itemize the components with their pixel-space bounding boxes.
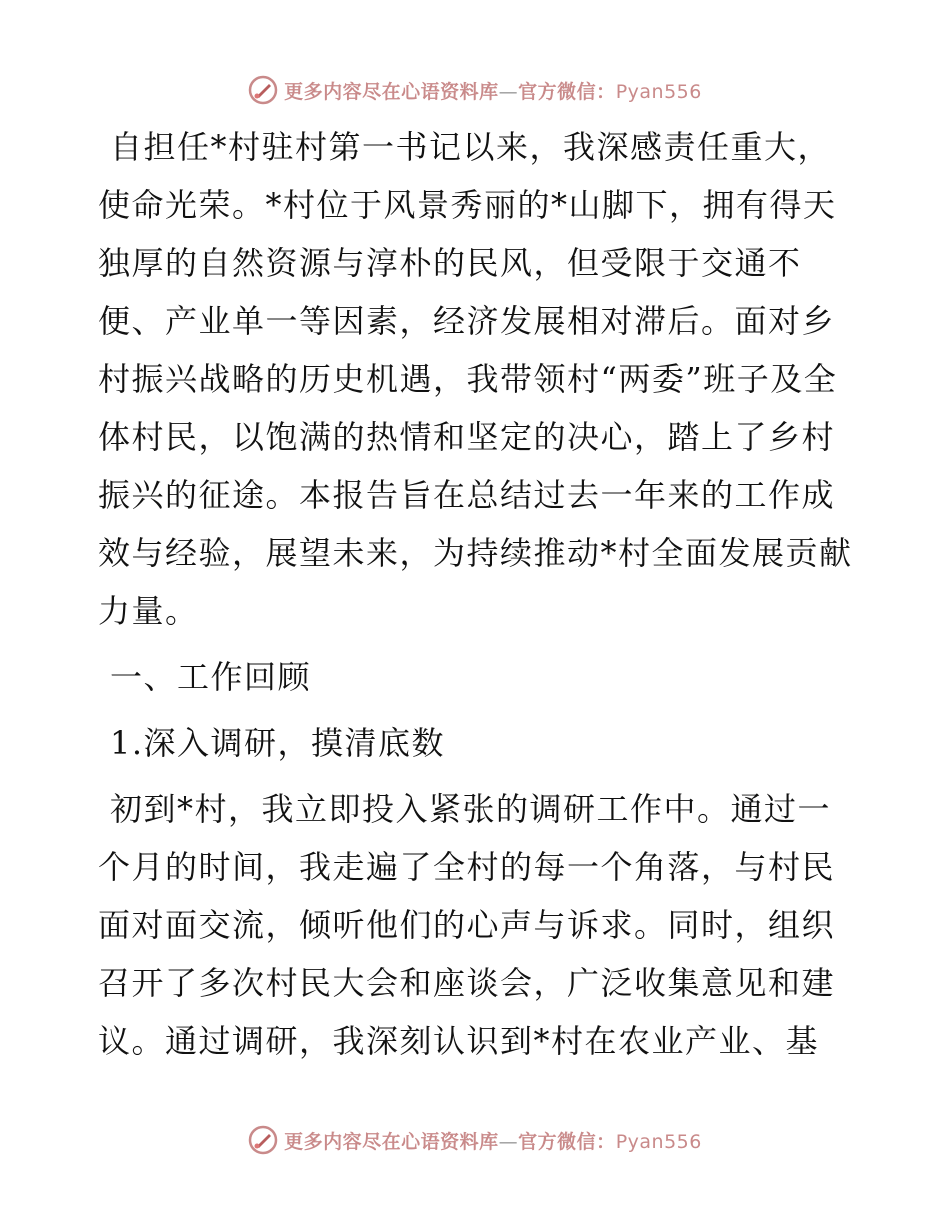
watermark-wechat-id: Pyan556 [615,1130,702,1153]
watermark-main: 更多内容尽在心语资料库 [284,1130,499,1153]
document-body [98,118,858,1070]
watermark-wechat-label: 官方微信： [518,1130,616,1153]
intro-paragraph: 自担任*村驻村第一书记以来，我深感责任重大，使命光荣。*村位于风景秀丽的*山脚下，拥有得天独厚的自然资源与淳朴的民风，但受限于交通不便、产业单一等因素，经济发展相对滞后。面对乡村振兴战略的历史机遇，我带领村“两委”班子及全体村民，以饱满的热情和坚定的决心，踏上了乡村振兴的征途。本报告旨在总结过去一年来的工作成效与经验，展望未来，为持续推动*村全面发展贡献力量。 [98,128,853,630]
subsection-heading-1: 1.深入调研，摸清底数 [110,724,446,762]
watermark-separator: — [498,1130,519,1153]
watermark-main: 更多内容尽在心语资料库 [284,80,499,103]
watermark-text [284,1127,702,1154]
watermark-wechat-label: 官方微信： [518,80,616,103]
logo-icon [248,1125,278,1155]
watermark-text [284,77,702,104]
watermark-separator: — [498,80,519,103]
footer-watermark [0,1120,950,1160]
watermark-wechat-id: Pyan556 [615,80,702,103]
section-heading-1: 一、工作回顾 [110,658,312,696]
logo-icon [248,75,278,105]
spacer [98,772,858,780]
header-watermark [0,70,950,110]
subsection-paragraph-1: 初到*村，我立即投入紧张的调研工作中。通过一个月的时间，我走遍了全村的每一个角落，与村民面对面交流，倾听他们的心声与诉求。同时，组织召开了多次村民大会和座谈会，广泛收集意见和建议。通过调研，我深刻认识到*村在农业产业、基 [98,790,836,1060]
